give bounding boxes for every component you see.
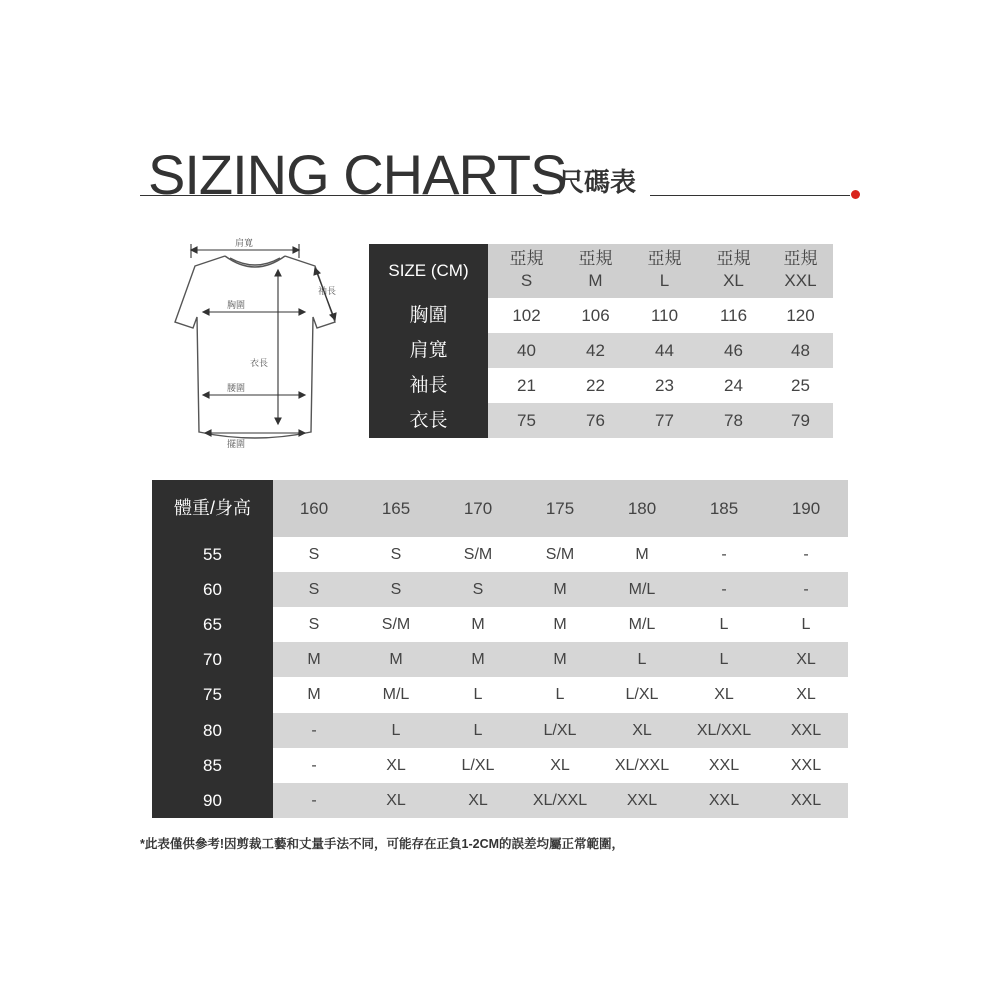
fit-row-label: 65 [203,615,222,635]
fit-cell: M [553,651,567,669]
fit-cell: S [472,581,484,599]
size-table-corner: SIZE (CM) [388,261,469,280]
size-row-label: 袖長 [409,375,448,396]
fit-row-label: 70 [203,650,222,670]
fit-cell: M [553,616,567,634]
size-cell: 44 [655,341,674,360]
size-cell: 25 [791,376,810,395]
fit-row-label: 55 [203,545,222,564]
size-col-header [492,248,561,292]
fit-cell: XL [796,651,816,669]
fit-cell: S [308,546,320,563]
fit-cell: L/XL [625,686,659,704]
fit-col-header: 190 [791,499,821,518]
fit-cell: - [803,581,809,599]
size-row-label: 胸圍 [409,305,448,326]
label-chest: 胸圍 [227,300,246,310]
title-rule-right [650,195,850,196]
size-col-top: 亞規 [647,249,682,268]
fit-cell: XL [796,686,816,704]
fit-cell: M [635,546,649,563]
size-col-top: 亞規 [509,249,544,268]
fit-cell: - [311,791,317,809]
size-cell: 24 [724,376,743,395]
size-col-top: 亞規 [716,249,751,268]
size-cell: 76 [586,411,605,430]
size-col-bottom: XXL [784,271,817,290]
size-cell: 48 [791,341,810,360]
fit-col-header: 175 [545,499,575,518]
size-cell: 23 [655,376,674,395]
size-cell: 78 [724,411,743,430]
label-hem: 擺圍 [227,439,246,449]
size-cell: 21 [517,376,536,395]
fit-cell: L [473,686,483,704]
fit-cell: - [311,756,317,774]
fit-row-label: 90 [203,790,222,810]
fit-row-label: 80 [203,720,222,740]
page-title-chinese: 尺碼表 [558,167,637,197]
fit-cell: L [719,651,729,669]
fit-cell: XXL [708,791,740,809]
fit-cell: XXL [708,756,740,774]
size-cell: 42 [586,341,605,360]
fit-cell: L/XL [543,721,577,739]
tshirt-diagram [155,232,355,452]
fit-cell: XXL [790,756,822,774]
fit-cell: M [389,651,403,669]
size-col-header [561,248,630,292]
fit-cell: - [311,721,317,739]
size-col-top: 亞規 [578,249,613,268]
fit-cell: M [553,581,567,599]
fit-cell: XL [386,756,406,774]
size-col-bottom: L [659,271,670,290]
page-title-block [148,145,868,205]
fit-cell: M/L [628,616,656,634]
fit-cell: L [801,616,811,634]
size-row-label: 肩寬 [409,340,448,361]
fit-cell: L [391,721,401,739]
fit-cell: M [307,686,321,704]
size-col-bottom: S [520,271,533,290]
size-col-header [766,248,835,292]
fit-cell: S/M [545,546,575,563]
fit-cell: XL [714,686,734,704]
accent-dot [851,190,860,199]
fit-cell: XXL [790,721,822,739]
fit-cell: L [473,721,483,739]
fit-table-corner: 體重/身高 [173,498,251,518]
weight-height-fit-table [152,480,848,818]
fit-cell: S [390,546,402,563]
fit-cell: S/M [463,546,493,563]
fit-row-label: 85 [203,755,222,775]
fit-cell: - [721,546,727,563]
size-cell: 22 [586,376,605,395]
size-col-bottom: M [588,271,603,290]
fit-cell: - [721,581,727,599]
fit-cell: XL/XXL [614,756,670,774]
size-col-bottom: XL [723,271,744,290]
fit-col-header: 160 [299,499,329,518]
fit-cell: XXL [790,791,822,809]
size-cell: 110 [650,306,679,325]
size-cell: 116 [719,306,748,325]
fit-col-header: 185 [709,499,739,518]
fit-cell: S [308,616,320,634]
fit-cell: XXL [626,791,658,809]
size-cell: 106 [581,306,610,325]
fit-cell: S [390,581,402,599]
fit-cell: M/L [382,686,410,704]
fit-cell: XL/XXL [696,721,752,739]
fit-cell: S [308,581,320,599]
fit-cell: S/M [381,616,411,634]
size-col-header [699,248,768,292]
size-cell: 120 [786,306,815,325]
label-waist: 腰圍 [227,383,246,393]
tshirt-outline-icon [155,232,355,452]
fit-cell: M [307,651,321,669]
fit-col-header: 165 [381,499,411,518]
fit-cell: M [471,651,485,669]
disclaimer-note: *此表僅供參考!因剪裁工藝和丈量手法不同，可能存在正負1-2CM的誤差均屬正常範圍， [140,837,625,851]
size-row-label: 衣長 [409,410,448,431]
size-cell: 46 [724,341,743,360]
fit-cell: L [719,616,729,634]
fit-cell: XL/XXL [532,791,588,809]
size-col-top: 亞規 [783,249,818,268]
fit-cell: XL [632,721,652,739]
size-cell: 79 [791,411,810,430]
fit-cell: XL [550,756,570,774]
garment-size-table [369,244,833,438]
fit-cell: XL [468,791,488,809]
size-cell: 40 [517,341,536,360]
size-cell: 75 [517,411,536,430]
size-cell: 77 [655,411,674,430]
page-title: SIZING CHARTS [148,143,567,206]
fit-cell: L [637,651,647,669]
size-col-header [630,248,699,292]
fit-cell: XL [386,791,406,809]
label-sleeve: 袖長 [318,286,337,296]
fit-col-header: 170 [463,499,493,518]
size-cell: 102 [512,306,541,325]
fit-cell: L/XL [461,756,495,774]
fit-row-label: 75 [203,685,222,705]
fit-col-header: 180 [627,499,657,518]
fit-row-label: 60 [203,580,222,600]
fit-cell: L [555,686,565,704]
fit-cell: M [471,616,485,634]
fit-cell: M/L [628,581,656,599]
fit-cell: - [803,546,809,563]
label-shoulder: 肩寬 [235,238,254,248]
label-length: 衣長 [250,358,269,368]
